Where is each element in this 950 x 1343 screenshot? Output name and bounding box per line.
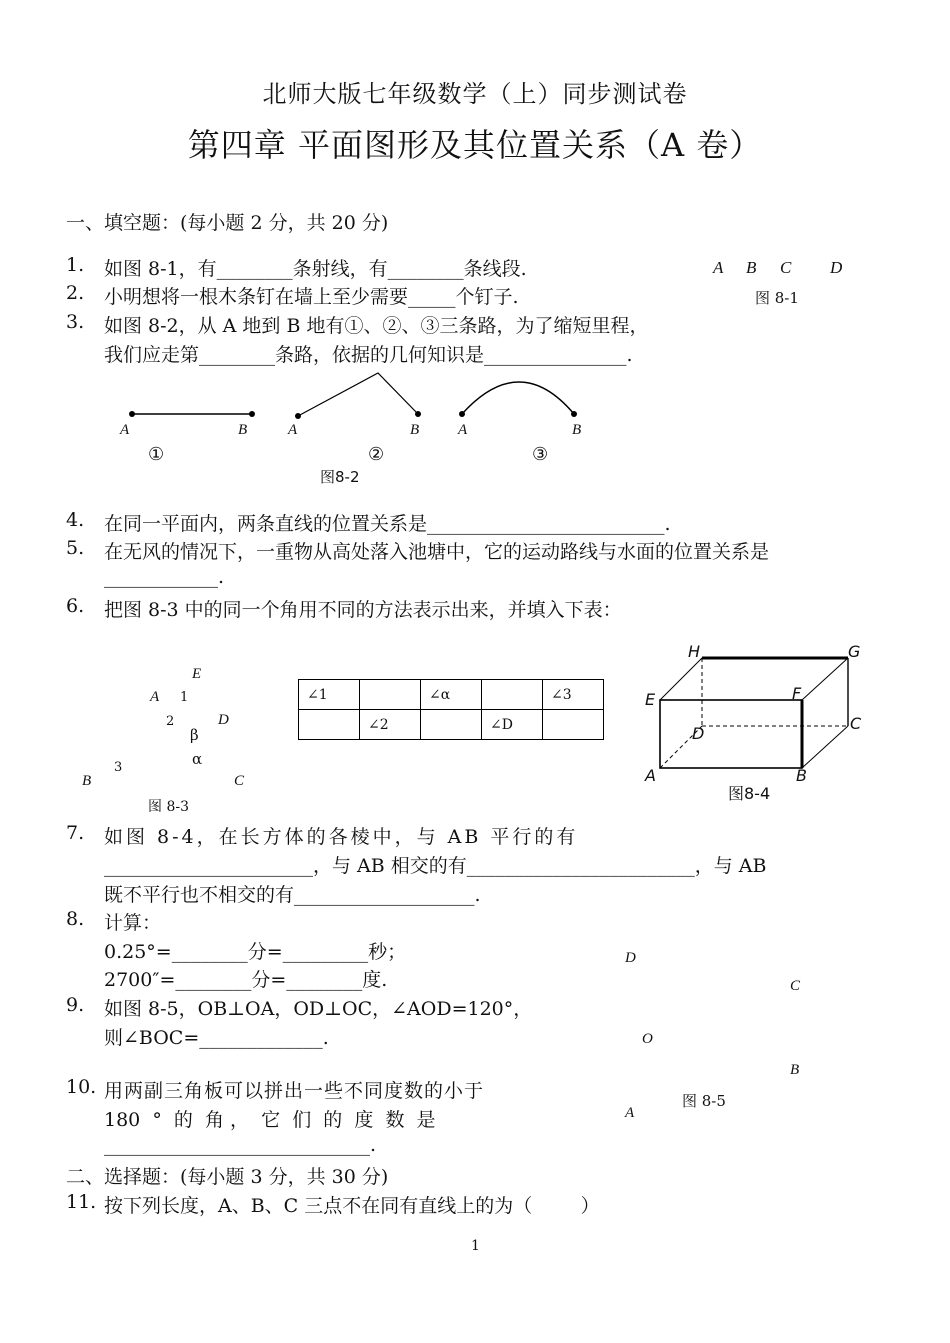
fig84-label-g: G xyxy=(848,642,861,661)
fig84-caption: 图8-4 xyxy=(728,784,771,803)
fig84-label-b: B xyxy=(796,766,807,785)
fig83-caption: 图 8-3 xyxy=(148,799,189,815)
edge-fg xyxy=(802,658,848,700)
table-cell[interactable]: ∠α xyxy=(421,680,482,710)
fig81-label-c: C xyxy=(780,258,792,277)
q1-number: 1. xyxy=(66,254,85,276)
path-3 xyxy=(462,382,574,414)
q9-number: 9. xyxy=(66,994,85,1016)
fig83-label-1: 1 xyxy=(180,690,189,705)
q5-line2: ____________. xyxy=(104,566,225,588)
fig81-caption: 图 8-1 xyxy=(755,289,799,307)
fig84-label-c: C xyxy=(850,714,862,733)
cuboid-front-face xyxy=(660,700,802,768)
q10-number: 10. xyxy=(66,1076,97,1098)
section2-heading: 二、选择题：(每小题 3 分，共 30 分) xyxy=(66,1166,389,1188)
table-cell[interactable] xyxy=(421,710,482,740)
fig82-label-b1: B xyxy=(238,422,248,438)
table-row xyxy=(299,680,604,710)
fig82-label-a3: A xyxy=(458,422,468,438)
fig83-label-beta: β xyxy=(190,726,199,744)
fig84-label-a: A xyxy=(645,766,656,785)
fig83-label-b: B xyxy=(82,773,92,789)
fig83-label-alpha: α xyxy=(192,750,203,768)
fig82-label-b3: B xyxy=(572,422,582,438)
q3-line2: 我们应走第________条路，依据的几何知识是_______________. xyxy=(104,344,633,366)
q2-number: 2. xyxy=(66,282,85,304)
path-1-point-a xyxy=(129,411,135,417)
figure-8-4 xyxy=(640,640,880,800)
q11-number: 11. xyxy=(66,1191,97,1213)
q7-number: 7. xyxy=(66,822,85,844)
table-cell[interactable] xyxy=(482,680,543,710)
figure-8-2 xyxy=(110,360,610,430)
fig85-label-o: O xyxy=(642,1031,653,1047)
q5-line1: 在无风的情况下，一重物从高处落入池塘中，它的运动路线与水面的位置关系是 xyxy=(104,541,770,563)
q6-text: 把图 8-3 中的同一个角用不同的方法表示出来，并填入下表： xyxy=(104,599,622,621)
q5-number: 5. xyxy=(66,537,85,559)
fig85-label-c: C xyxy=(790,978,801,994)
fig82-label-b2: B xyxy=(410,422,420,438)
page-number: 1 xyxy=(471,1238,480,1254)
fig84-label-f: F xyxy=(792,684,802,703)
edge-eh xyxy=(660,658,702,700)
path-2-point-b xyxy=(415,411,421,417)
fig85-caption: 图 8-5 xyxy=(682,1092,726,1110)
exam-title: 北师大版七年级数学（上）同步测试卷 xyxy=(262,80,688,108)
fig83-label-2: 2 xyxy=(166,714,175,729)
q10-line2: 180 ° 的 角 ， 它 们 的 度 数 是 xyxy=(104,1109,436,1131)
path-2-point-a xyxy=(295,413,301,419)
q7-line1: 如图 8-4，在长方体的各棱中，与 AB 平行的有 xyxy=(104,826,579,848)
q8-line1: 计算： xyxy=(104,912,162,934)
fig82-label-a1: A xyxy=(120,422,130,438)
fig81-label-d: D xyxy=(830,258,843,277)
q7-line2: ______________________，与 AB 相交的有________________________，与 AB xyxy=(104,855,767,877)
path-3-point-b xyxy=(571,411,577,417)
fig82-mark-3: ③ xyxy=(532,444,549,465)
q9-line2: 则∠BOC=_____________. xyxy=(104,1027,329,1049)
table-cell[interactable] xyxy=(543,710,604,740)
q8-line3: 2700″=________分=________度. xyxy=(104,969,388,991)
fig85-label-b: B xyxy=(790,1062,800,1078)
fig82-mark-1: ① xyxy=(148,444,165,465)
q11-text: 按下列长度，A、B、C 三点不在同有直线上的为（ ） xyxy=(104,1195,600,1217)
fig81-label-a: A xyxy=(713,258,724,277)
fig81-label-b: B xyxy=(746,258,757,277)
q7-line3: 既不平行也不相交的有___________________. xyxy=(104,884,481,906)
q4-text: 在同一平面内，两条直线的位置关系是_________________________. xyxy=(104,513,671,535)
table-cell[interactable]: ∠D xyxy=(482,710,543,740)
q6-number: 6. xyxy=(66,595,85,617)
fig85-label-a: A xyxy=(625,1105,635,1121)
table-cell[interactable]: ∠1 xyxy=(299,680,360,710)
q9-line1: 如图 8-5，OB⊥OA，OD⊥OC，∠AOD=120°， xyxy=(104,998,533,1020)
q10-line3: ____________________________. xyxy=(104,1134,377,1156)
fig83-label-c: C xyxy=(234,773,245,789)
fig84-label-e: E xyxy=(645,690,656,709)
fig82-mark-2: ② xyxy=(368,444,385,465)
angle-table xyxy=(298,679,604,740)
table-cell[interactable]: ∠3 xyxy=(543,680,604,710)
q2-text: 小明想将一根木条钉在墙上至少需要_____个钉子. xyxy=(104,286,519,308)
fig84-label-h: H xyxy=(688,642,701,661)
chapter-title: 第四章 平面图形及其位置关系（A 卷） xyxy=(187,126,763,164)
q10-line1: 用两副三角板可以拼出一些不同度数的小于 xyxy=(104,1080,485,1102)
fig84-label-d: D xyxy=(692,724,705,743)
section1-heading: 一、填空题：(每小题 2 分，共 20 分) xyxy=(66,212,389,234)
table-row xyxy=(299,710,604,740)
fig83-label-d: D xyxy=(218,712,229,728)
q8-line2: 0.25°=________分=_________秒； xyxy=(104,941,407,963)
path-2 xyxy=(298,373,418,416)
path-3-point-a xyxy=(459,411,465,417)
fig83-label-e: E xyxy=(192,666,202,682)
fig82-label-a2: A xyxy=(288,422,298,438)
q1-text: 如图 8-1，有________条射线，有________条线段. xyxy=(104,258,527,280)
q4-number: 4. xyxy=(66,509,85,531)
fig85-label-d: D xyxy=(625,950,636,966)
q3-number: 3. xyxy=(66,311,85,333)
table-cell[interactable]: ∠2 xyxy=(360,710,421,740)
table-cell[interactable] xyxy=(299,710,360,740)
table-cell[interactable] xyxy=(360,680,421,710)
edge-bc xyxy=(802,726,848,768)
fig82-caption: 图8-2 xyxy=(320,468,360,486)
q3-line1: 如图 8-2，从 A 地到 B 地有①、②、③三条路，为了缩短里程， xyxy=(104,315,649,337)
path-1-point-b xyxy=(249,411,255,417)
fig83-label-3: 3 xyxy=(114,760,123,775)
fig83-label-a: A xyxy=(150,689,160,705)
q8-number: 8. xyxy=(66,908,85,930)
